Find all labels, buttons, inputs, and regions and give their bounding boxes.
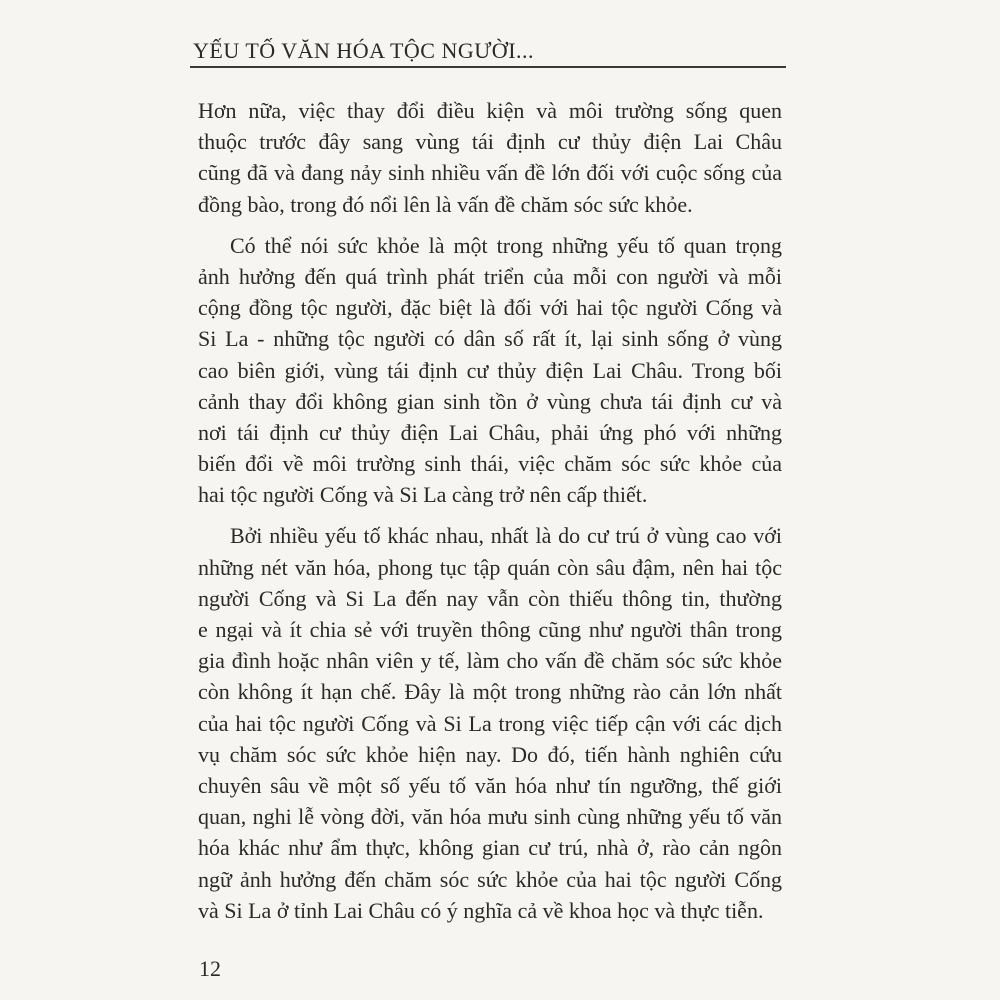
paragraph-2 [198, 230, 782, 511]
text-line: biến đổi về môi trường sinh thái, việc chăm sóc sức khỏe của [198, 451, 782, 477]
text-line: hóa khác như ẩm thực, không gian cư trú, nhà ở, rào cản ngôn [198, 835, 782, 861]
paragraph-1 [198, 95, 782, 220]
text-line: ảnh hưởng đến quá trình phát triển của mỗi con người và mỗi [198, 263, 782, 289]
text-line: Hơn nữa, việc thay đổi điều kiện và môi trường sống quen [198, 98, 782, 123]
text-line: thuộc trước đây sang vùng tái định cư thủy điện Lai Châu [198, 129, 782, 155]
text-line: vụ chăm sóc sức khỏe hiện nay. Do đó, tiến hành nghiên cứu [198, 741, 782, 767]
text-line: cảnh thay đổi không gian sinh tồn ở vùng chưa tái định cư và [198, 388, 782, 414]
paragraph-3 [198, 520, 782, 925]
text-line: Si La - những tộc người có dân số rất ít, lại sinh sống ở vùng [198, 326, 782, 352]
text-line: hai tộc người Cống và Si La càng trở nên cấp thiết. [198, 482, 648, 508]
text-line: e ngại và ít chia sẻ với truyền thông cũng như người thân trong [198, 617, 782, 642]
text-line: còn không ít hạn chế. Đây là một trong những rào cản lớn nhất [198, 679, 782, 705]
page-number: 12 [199, 956, 221, 981]
text-line: những nét văn hóa, phong tục tập quán còn sâu đậm, nên hai tộc [198, 554, 782, 580]
text-line: đồng bào, trong đó nổi lên là vấn đề chăm sóc sức khỏe. [198, 191, 693, 217]
text-line: gia đình hoặc nhân viên y tế, làm cho vấn đề chăm sóc sức khỏe [198, 648, 782, 674]
body-text [198, 95, 782, 936]
text-line: cao biên giới, vùng tái định cư thủy điện Lai Châu. Trong bối [198, 357, 782, 383]
text-line: người Cống và Si La đến nay vẫn còn thiếu thông tin, thường [198, 585, 782, 611]
text-line: Có thể nói sức khỏe là một trong những yếu tố quan trọng [230, 232, 782, 258]
text-line: cũng đã và đang nảy sinh nhiều vấn đề lớn đối với cuộc sống của [198, 160, 782, 186]
header-rule [190, 66, 786, 68]
text-line: cộng đồng tộc người, đặc biệt là đối với hai tộc người Cống và [198, 295, 782, 321]
running-header: YẾU TỐ VĂN HÓA TỘC NGƯỜI... [193, 38, 535, 63]
text-line: và Si La ở tỉnh Lai Châu có ý nghĩa cả về khoa học và thực tiễn. [198, 897, 764, 923]
text-line: nơi tái định cư thủy điện Lai Châu, phải ứng phó với những [198, 419, 782, 445]
text-line: chuyên sâu về một số yếu tố văn hóa như tín ngưỡng, thế giới [198, 772, 782, 798]
text-line: Bởi nhiều yếu tố khác nhau, nhất là do cư trú ở vùng cao với [230, 523, 782, 549]
text-line: của hai tộc người Cống và Si La trong việc tiếp cận với các dịch [198, 710, 782, 736]
text-line: ngữ ảnh hưởng đến chăm sóc sức khỏe của hai tộc người Cống [198, 866, 782, 892]
text-line: quan, nghi lễ vòng đời, văn hóa mưu sinh cùng những yếu tố văn [198, 804, 782, 830]
